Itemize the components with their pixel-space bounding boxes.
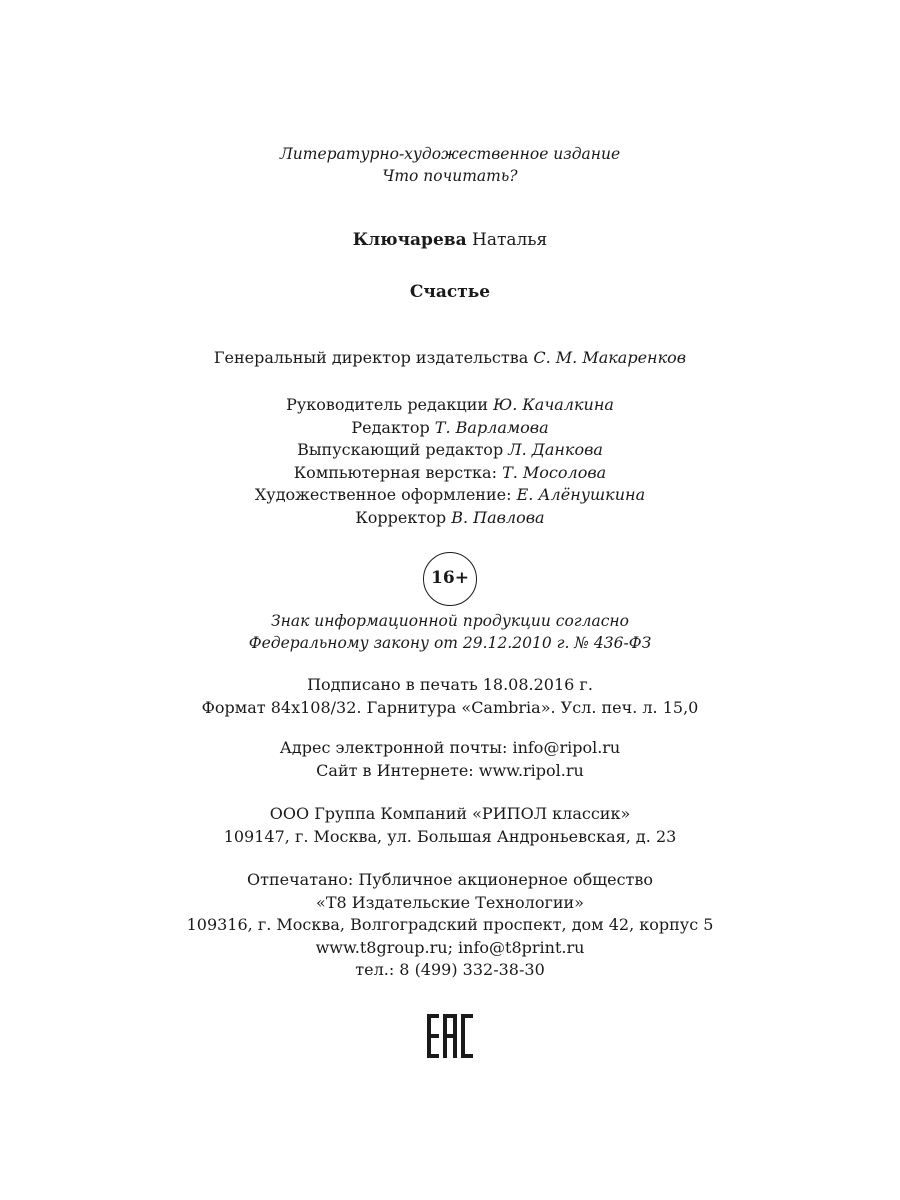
- staff-role: Руководитель редакции: [286, 395, 489, 414]
- print-info: [0, 674, 900, 719]
- staff-credit-line: [0, 417, 900, 440]
- email-line: Адрес электронной почты: info@ripol.ru: [279, 738, 621, 757]
- law-notice-line: Федеральному закону от 29.12.2010 г. № 436-ФЗ: [248, 634, 652, 652]
- publisher-info: [0, 803, 900, 848]
- age-rating: [0, 552, 900, 606]
- book-title-text: Счастье: [409, 282, 491, 302]
- staff-person: Т. Варламова: [434, 417, 549, 437]
- director-line: [0, 348, 900, 367]
- staff-person: Е. Алёнушкина: [516, 485, 646, 505]
- staff-credit-line: [0, 394, 900, 417]
- printer-phone: тел.: 8 (499) 332-38-30: [355, 960, 545, 980]
- staff-credits: [0, 394, 900, 530]
- printer-web: www.t8group.ru; info@t8print.ru: [315, 937, 585, 957]
- staff-person: В. Павлова: [451, 507, 545, 527]
- age-rating-badge: 16+: [423, 552, 477, 606]
- eac-logo-icon: [427, 1014, 473, 1058]
- staff-role: Художественное оформление:: [254, 485, 512, 505]
- print-format: Формат 84х108/32. Гарнитура «Cambria». Усл. печ. л. 15,0: [201, 697, 699, 717]
- printer-address: 109316, г. Москва, Волгоградский проспект, дом 42, корпус 5: [186, 915, 714, 935]
- staff-role: Компьютерная верстка:: [293, 462, 497, 482]
- publisher-name: ООО Группа Компаний «РИПОЛ классик»: [269, 804, 631, 823]
- publisher-address: 109147, г. Москва, ул. Большая Андроньевская, д. 23: [223, 826, 677, 846]
- printer-line: «Т8 Издательские Технологии»: [316, 892, 584, 912]
- web-info: [0, 737, 900, 782]
- staff-credit-line: [0, 484, 900, 507]
- director-role: Генеральный директор издательства: [213, 348, 529, 367]
- law-notice: [0, 610, 900, 654]
- staff-person: Ю. Качалкина: [493, 395, 614, 414]
- book-title: [0, 282, 900, 302]
- printer-info: [0, 869, 900, 982]
- series-edition-type: Литературно-художественное издание: [279, 145, 621, 163]
- author-name: Наталья: [472, 230, 548, 250]
- series-name: Что почитать?: [382, 167, 518, 185]
- staff-credit-line: [0, 507, 900, 530]
- director-person: С. М. Макаренков: [533, 348, 687, 367]
- eac-mark: [0, 1014, 900, 1062]
- staff-role: Корректор: [355, 507, 447, 527]
- staff-credit-line: [0, 439, 900, 462]
- staff-role: Выпускающий редактор: [297, 440, 504, 460]
- staff-credit-line: [0, 462, 900, 485]
- staff-role: Редактор: [351, 417, 430, 437]
- staff-person: Л. Данкова: [508, 440, 603, 460]
- staff-person: Т. Мосолова: [502, 462, 607, 482]
- printer-line: Отпечатано: Публичное акционерное общество: [246, 870, 654, 889]
- series-note: [0, 143, 900, 187]
- print-signed-date: Подписано в печать 18.08.2016 г.: [307, 675, 593, 694]
- law-notice-line: Знак информационной продукции согласно: [271, 612, 629, 630]
- author-surname: Ключарева: [352, 230, 467, 250]
- website-line: Сайт в Интернете: www.ripol.ru: [316, 760, 584, 780]
- author-line: [0, 230, 900, 250]
